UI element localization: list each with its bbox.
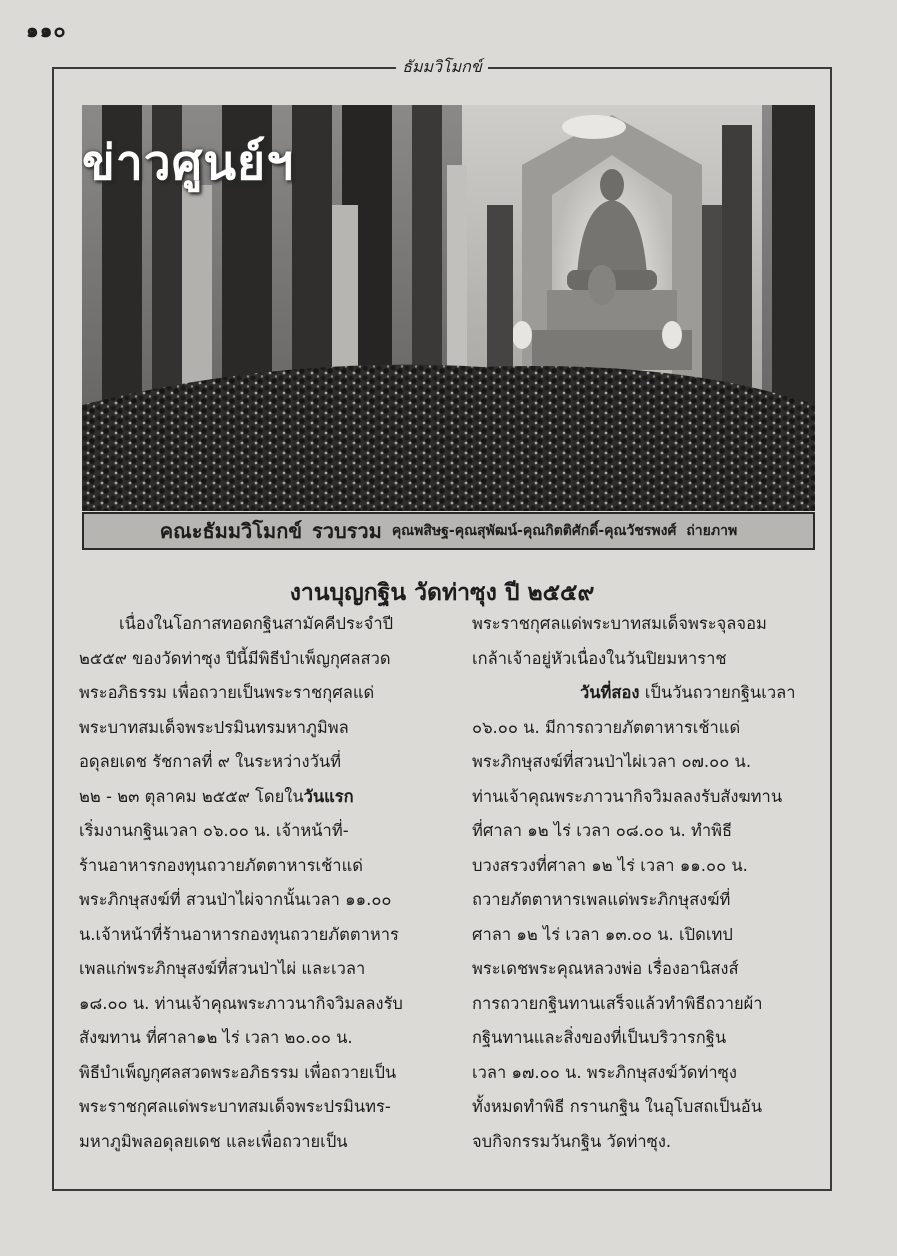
text-line: พระอภิธรรม เพื่อถวายเป็นพระราชกุศลแด่: [79, 683, 375, 702]
text-line: ๐๖.๐๐ น. มีการถวายภัตตาหารเช้าแด่: [472, 717, 741, 737]
credit-photographers: คุณพสิษฐ-คุณสุพัฒน์-คุณกิตติศักดิ์-คุณวัชรพงศ์: [391, 523, 677, 539]
text-line: น.เจ้าหน้าที่ร้านอาหารกองทุนถวายภัตตาหาร: [79, 924, 399, 944]
credit-group: คณะธัมมวิโมกข์: [159, 519, 302, 543]
text-line: [472, 676, 817, 711]
text-line: พระบาทสมเด็จพระปรมินทรมหาภูมิพล: [79, 717, 349, 737]
text-line: การถวายกฐินทานเสร็จแล้วทำพิธีถวายผ้า: [472, 993, 763, 1013]
article-right-column: [472, 607, 817, 1159]
text-line: ถวายภัตตาหารเพลแด่พระภิกษุสงฆ์ที่: [472, 890, 731, 909]
text-line: บวงสรวงที่ศาลา ๑๒ ไร่ เวลา ๑๑.๐๐ น.: [472, 855, 748, 875]
running-header-text: ธัมมวิโมกข์: [396, 57, 488, 76]
page-number: ๑๑๐: [26, 18, 67, 42]
credit-compiled: รวบรวม: [311, 519, 382, 543]
text-run: เป็นวันถวายกฐินเวลา: [639, 683, 796, 702]
text-line: มหาภูมิพลอดุลยเดช และเพื่อถวายเป็น: [79, 1131, 348, 1151]
text-line: เนื่องในโอกาสทอดกฐินสามัคคีประจำปี: [119, 614, 394, 633]
credit-photo-label: ถ่ายภาพ: [686, 523, 738, 539]
text-line: พิธีบำเพ็ญกุศลสวดพระอภิธรรม เพื่อถวายเป็น: [79, 1062, 397, 1082]
bold-run-first-day: วันแรก: [303, 786, 354, 806]
text-line: พระภิกษุสงฆ์ที่ สวนป่าไผ่จากนั้นเวลา ๑๑.๐๐: [79, 890, 392, 909]
text-line: พระภิกษุสงฆ์ที่สวนป่าไผ่เวลา ๐๗.๐๐ น.: [472, 752, 752, 771]
text-line: พระราชกุศลแด่พระบาทสมเด็จพระจุลจอม: [472, 614, 767, 633]
text-line: [79, 780, 441, 815]
text-line: ๒๕๕๙ ของวัดท่าซุง ปีนี้มีพิธีบำเพ็ญกุศลสวด: [79, 648, 391, 668]
article-title: งานบุญกฐิน วัดท่าซุง ปี ๒๕๕๙: [289, 580, 595, 606]
text-line: ร้านอาหารกองทุนถวายภัตตาหารเช้าแด่: [79, 855, 363, 875]
text-line: สังฆทาน ที่ศาลา๑๒ ไร่ เวลา ๒๐.๐๐ น.: [79, 1028, 353, 1047]
text-line: พระเดชพระคุณหลวงพ่อ เรื่องอานิสงส์: [472, 959, 739, 978]
text-line: ศาลา ๑๒ ไร่ เวลา ๑๓.๐๐ น. เปิดเทป: [472, 924, 733, 944]
article-left-column: [79, 607, 441, 1159]
text-line: เวลา ๑๗.๐๐ น. พระภิกษุสงฆ์วัดท่าซุง: [472, 1062, 737, 1082]
text-run: ๒๒ - ๒๓ ตุลาคม ๒๕๕๙ โดยใน: [79, 786, 304, 806]
text-line: พระราชกุศลแด่พระบาทสมเด็จพระปรมินทร-: [79, 1097, 391, 1116]
photo-credit-bar: [82, 512, 815, 550]
text-line: เพลแก่พระภิกษุสงฆ์ที่สวนป่าไผ่ และเวลา: [79, 959, 366, 978]
text-line: ทั้งหมดทำพิธี กรานกฐิน ในอุโบสถเป็นอัน: [472, 1097, 762, 1116]
temple-photo: [82, 105, 815, 511]
running-header: [54, 55, 830, 80]
text-line: ที่ศาลา ๑๒ ไร่ เวลา ๐๘.๐๐ น. ทำพิธี: [472, 821, 733, 840]
page-frame: [52, 57, 832, 1191]
text-line: เกล้าเจ้าอยู่หัวเนื่องในวันปิยมหาราช: [472, 648, 727, 668]
text-line: กฐินทานและสิ่งของที่เป็นบริวารกฐิน: [472, 1028, 727, 1047]
text-line: อดุลยเดช รัชกาลที่ ๙ ในระหว่างวันที่: [79, 752, 342, 771]
text-line: ท่านเจ้าคุณพระภาวนากิจวิมลลงรับสังฆทาน: [472, 786, 783, 806]
bold-run-second-day: วันที่สอง: [580, 683, 640, 702]
text-line: ๑๘.๐๐ น. ท่านเจ้าคุณพระภาวนากิจวิมลลงรับ: [79, 993, 403, 1013]
text-line: เริ่มงานกฐินเวลา ๐๖.๐๐ น. เจ้าหน้าที่-: [79, 821, 349, 840]
text-line: จบกิจกรรมวันกฐิน วัดท่าซุง.: [472, 1131, 672, 1151]
section-title: ข่าวศูนย์ฯ: [82, 135, 295, 191]
